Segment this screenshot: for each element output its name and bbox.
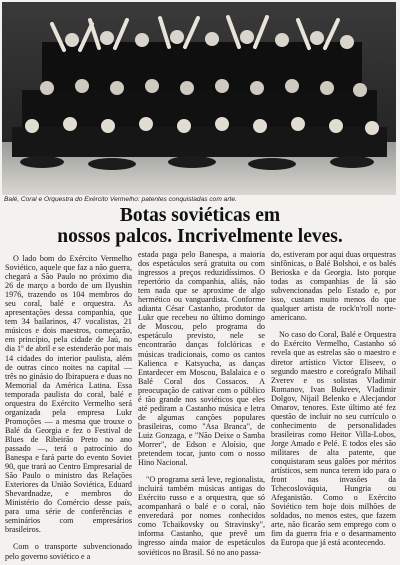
paragraph: do, estiveram por aqui duas orquestras sinfônicas, o Balé Bolshoi, e os balés Berioska e da Georgia. Isto porque todas as companhias de lá são subvencionadas pelo Estado e, por isso, custam muito menos do que qualquer artista de rock'n'roll norte-americano. <box>271 250 397 323</box>
paragraph: O lado bom do Exército Vermelho Soviético, aquele que faz a não guerra, chegará a São Paulo no próximo dia 26 de março a bordo de um Ilyushin 1976, trazendo os 104 membros do seu coral, balé e orquestra. As apresentações dessa companhia, que tem 34 bailarinos, 47 vocalistas, 21 músicos e dois maestros, começarão, em princípio, pela cidade de Jaú, no dia 1º de abril e se estenderão por mais 14 cidades do interior paulista, além de outras cinco noites na capital — três no ginásio do Ibirapuera e duas no Memorial da América Latina. Essa temporada paulista do coral, balé e orquestra do Exército Vermelho será organizada pela empresa Lukr Promoções — a mesma que trouxe o Balé da Georgia e fez o Festival de Blues de Ribeirão Preto no ano passado —, terá o patrocínio do Banespa e fará parte do evento Soviet 90, que trará ao Centro Empresarial de São Paulo o ministro das Relações Exteriores da União Soviética, Eduard Shevardnadze, e membros do Ministério do Comércio desse país, para uma série de conferências e seminários com empresários brasileiros. <box>5 254 132 535</box>
headline-line-2: nossos palcos. Incrivelmente leves. <box>57 226 343 247</box>
paragraph: "O programa será leve, regionalista, incluirá também músicas antigas do Exército russo e a orquestra, que só acompanhará o balé e o coral, não enveredará por nomes conhecidos como Tchaikovsky ou Stravinsky", informa Castanho, que prevê um ingresso ainda maior de espetáculos soviéticos no Brasil. Só no ano passa- <box>138 475 265 557</box>
ensemble-photo <box>2 2 396 195</box>
article-column-1 <box>5 254 132 561</box>
paragraph: estada paga pelo Banespa, a maioria dos espetáculos será gratuita ou com ingressos a preços reduzidíssimos. O repertório da companhia, aliás, não tem nada que se aproxime de algo hermético ou vanguardista. Conforme adianta César Castanho, produtor da Lukr que recebeu no último domingo de Moscou, pelo programa do espetáculo previsto, nele se encontrarão danças folclóricas e músicas tradicionais, como os cantos Kalienca e Katsyucha, as danças Entardecer em Moscou, Balalaica e o Balé Coral dos Cossacos. A preocupação de cativar com o público é tão grande nos soviéticos que eles até pediram a Castanho música e letra de algumas canções populares brasileiras, como "Asa Branca", de Luiz Gonzaga, e "Não Deixe o Samba Morrer", de Edson e Aloísio, que pretendem tocar, junto com o nosso Hino Nacional. <box>138 250 265 468</box>
article-column-3 <box>271 250 396 548</box>
article-headline <box>0 205 400 247</box>
article-column-2 <box>138 250 265 557</box>
paragraph: Com o transporte subvencionado pelo governo soviético e a <box>5 542 132 561</box>
headline-line-1: Botas soviéticas em <box>119 205 281 226</box>
photo-caption: Balé, Coral e Orquestra do Exército Vermelho: patentes conquistadas com arte. <box>4 196 237 203</box>
paragraph: No caso do Coral, Balé e Orquestra do Exército Vermelho, Castanho só revela que as estrelas são o maestro e diretor artístico Victor Eliseev, o segundo maestro e coreógrafo Mihail Zverev e os solistas Vladimir Romanov, Ivan Bukreev, Vladimir Dolgov, Nijail Belenko e Alecjandor Omarov, tenores. Este último até fez questão de incluir no seu currículo o conhecimento de personalidades brasileiras como Heitor Villa-Lobos, Jorge Amado e Pelé. E todos eles são militares de alta patente, que conquistaram seus galões por méritos artísticos, sem nunca terem ido para o front nas invasões da Tchecoslováquia, Hungria ou Afeganistão. Como o Exército Soviético tem hoje dois milhões de soldados, no menos estes, que fazem arte, não ficarão sem emprego com o fim da guerra fria e o desarmamento da Europa que já está acontecendo. <box>271 330 396 548</box>
